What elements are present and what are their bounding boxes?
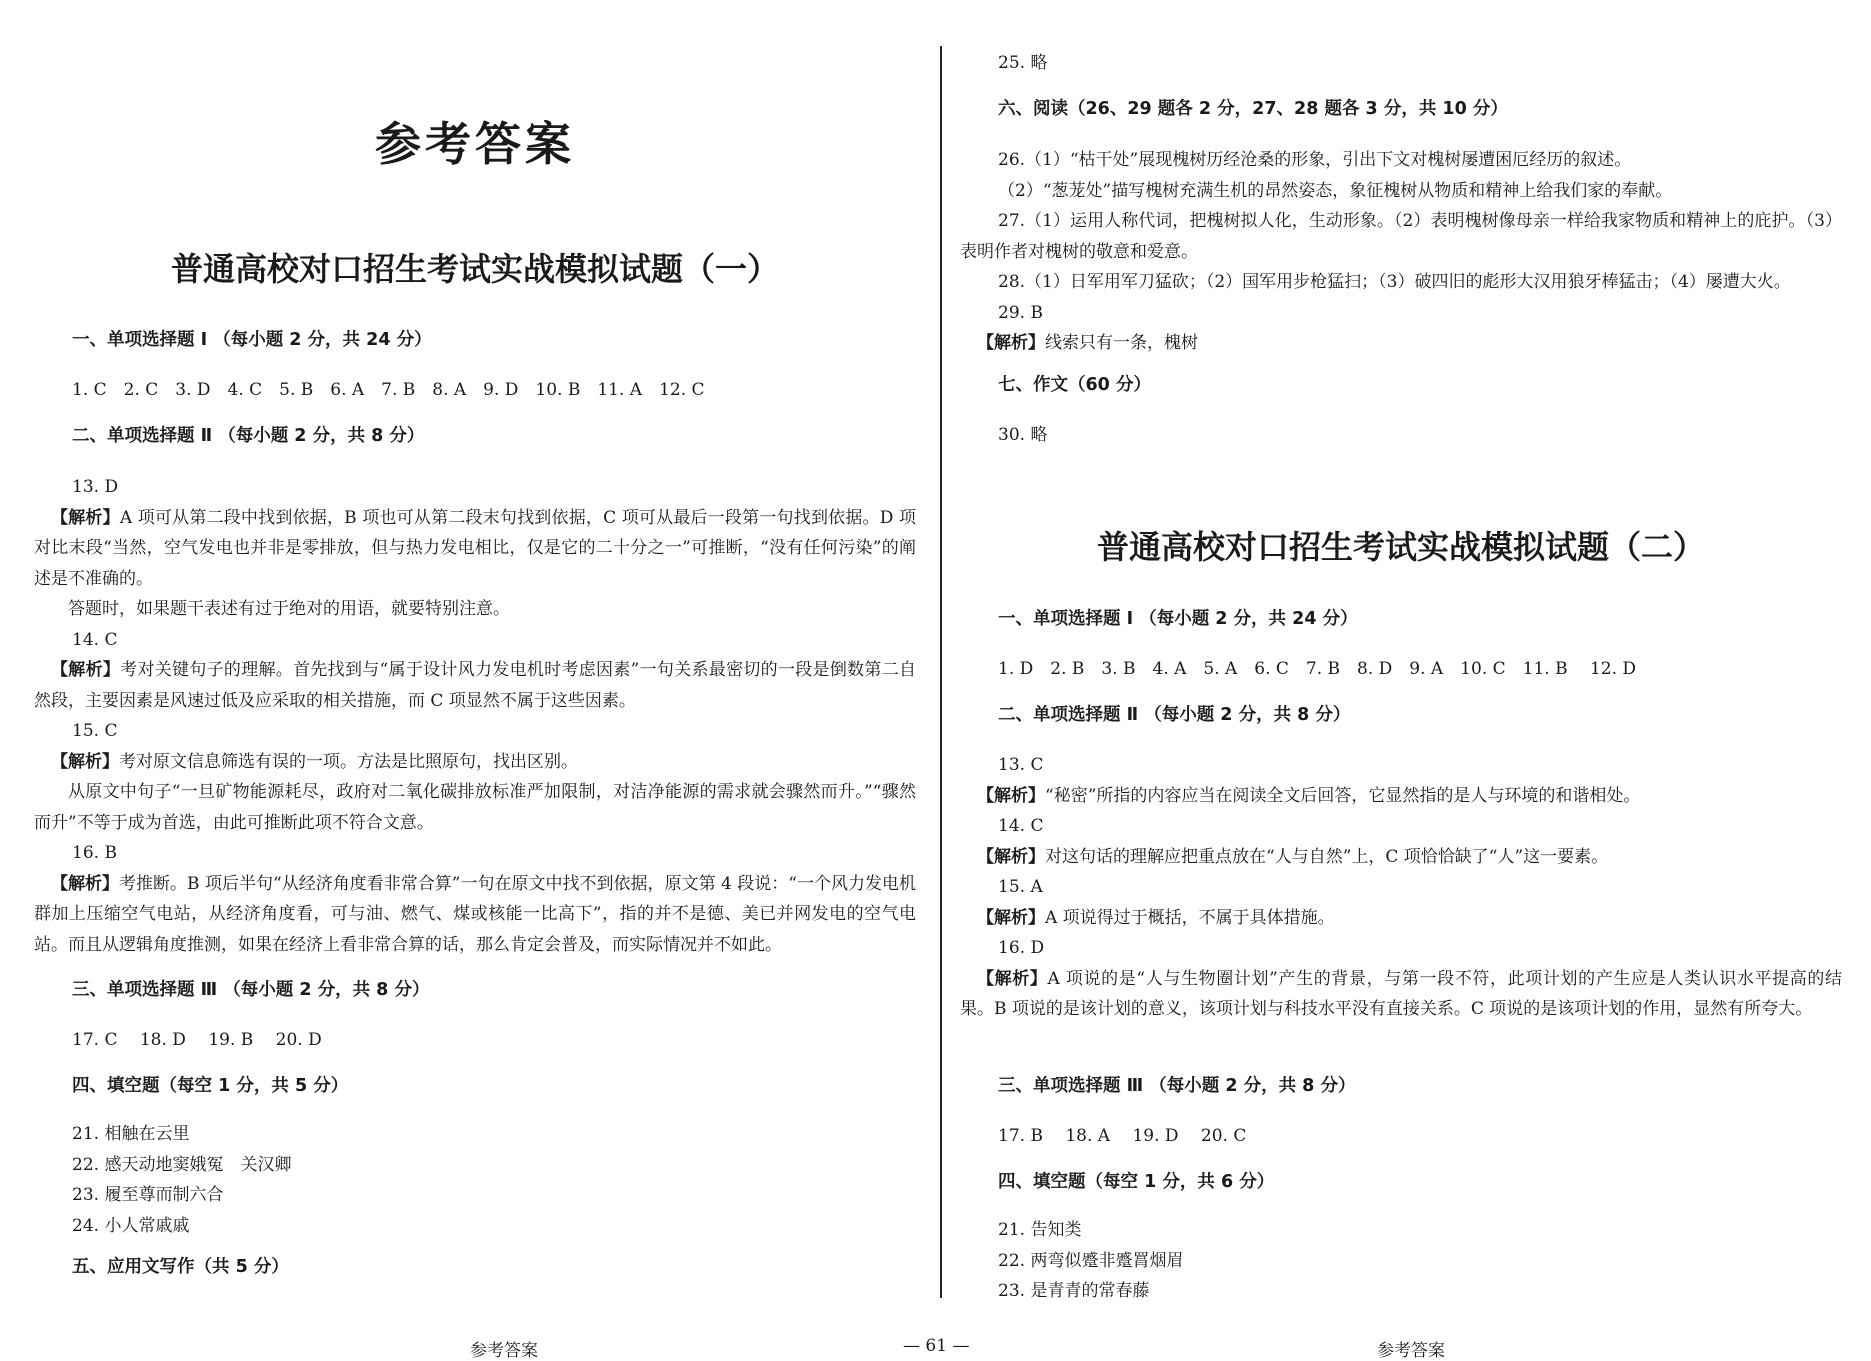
- analysis-text: “秘密”所指的内容应当在阅读全文后回答，它显然指的是人与环境的和谐相处。: [1045, 785, 1641, 806]
- exam-title-1: 普通高校对口招生考试实战模拟试题（一）: [170, 250, 779, 288]
- answer-list: 17. B 18. A 19. D 20. C: [998, 1126, 1247, 1146]
- answer-item: 14. C: [72, 629, 118, 650]
- analysis-text: A 项说得过于概括，不属于具体措施。: [1045, 907, 1335, 928]
- footer-left-label: 参考答案: [470, 1341, 538, 1361]
- answer-item: 23. 履至尊而制六合: [72, 1185, 224, 1205]
- section-heading: 二、单项选择题 Ⅱ （每小题 2 分，共 8 分）: [72, 426, 425, 446]
- analysis-paragraph: [960, 781, 1842, 812]
- answer-30: [960, 420, 1842, 451]
- analysis-tag: 【解析】: [977, 846, 1045, 867]
- analysis-text: 考对关键句子的理解。首先找到与“属于设计风力发电机时考虑因素”一句关系最密切的一段是倒数第二自然段，主要因素是风速过低及应采取的相关措施，而 C 项显然不属于这些因素。: [34, 660, 916, 711]
- analysis-text: 线索只有一条，槐树: [1045, 333, 1198, 353]
- section-7: [960, 370, 1842, 400]
- exam-title-2: 普通高校对口招生考试实战模拟试题（二）: [1096, 528, 1705, 566]
- page-title: 参考答案: [375, 117, 575, 171]
- tip-paragraph: 答题时，如果题干表述有过于绝对的用语，就要特别注意。: [68, 599, 510, 619]
- section-6: [960, 94, 1842, 124]
- analysis-paragraph: [34, 747, 916, 778]
- answer-item: 22. 感天动地窦娥冤 关汉卿: [72, 1154, 292, 1175]
- section-3: [34, 975, 916, 1005]
- answer-list: 1. C 2. C 3. D 4. C 5. B 6. A 7. B 8. A 9. D 10. B 11. A 12. C: [72, 380, 705, 400]
- section-2: [960, 700, 1842, 730]
- section-heading: 三、单项选择题 Ⅲ （每小题 2 分，共 8 分）: [998, 1076, 1356, 1096]
- section-heading: 一、单项选择题 Ⅰ （每小题 2 分，共 24 分）: [998, 609, 1358, 629]
- section-1: [34, 325, 916, 355]
- answer-item: 21. 告知类: [998, 1220, 1082, 1240]
- answer-item: 23. 是青青的常春藤: [998, 1281, 1150, 1301]
- section-1: [960, 604, 1842, 634]
- analysis-paragraph: [960, 842, 1842, 873]
- analysis-tag: 【解析】: [51, 660, 121, 680]
- section-heading: 四、填空题（每空 1 分，共 6 分）: [998, 1172, 1275, 1192]
- answers-row: [34, 375, 916, 405]
- answer-item: 15. A: [998, 877, 1043, 897]
- answers-row: [34, 1025, 916, 1055]
- section-heading: 四、填空题（每空 1 分，共 5 分）: [72, 1076, 349, 1096]
- answer-list: 17. C 18. D 19. B 20. D: [72, 1030, 322, 1050]
- answer-item: 16. D: [998, 938, 1045, 958]
- analysis-paragraph: [34, 503, 916, 595]
- section-3: [960, 1071, 1842, 1101]
- section-heading: 三、单项选择题 Ⅲ （每小题 2 分，共 8 分）: [72, 980, 430, 1000]
- section-heading: 五、应用文写作（共 5 分）: [72, 1257, 289, 1277]
- answer-item: 30. 略: [998, 425, 1048, 445]
- analysis-tag: 【解析】: [977, 333, 1045, 353]
- answer-item: 22. 两弯似蹙非蹙罥烟眉: [998, 1250, 1184, 1271]
- answer-item: 16. B: [72, 843, 117, 863]
- analysis-text: 考推断。B 项后半句“从经济角度看非常合算”一句在原文中找不到依据，原文第 4 段说：“一个风力发电机群加上压缩空气电站，从经济角度看，可与油、燃气、煤或核能一比高下”，指的并不是德、美已并网发电的空气电站。而且从逻辑角度推测，如果在经济上看非常合算的话，那么肯定会普及，而实际情况并不如此。: [34, 873, 916, 955]
- analysis-paragraph: [34, 655, 916, 716]
- column-divider: [940, 46, 942, 1298]
- answer-item: 13. D: [72, 477, 119, 497]
- answer-item: （2）“葱茏处”描写槐树充满生机的昂然姿态，象征槐树从物质和精神上给我们家的奉献。: [998, 180, 1673, 201]
- analysis-text: A 项可从第二段中找到依据，B 项也可从第二段末句找到依据，C 项可从最后一段第一句找到依据。D 项对比末段“当然，空气发电也并非是零排放，但与热力发电相比，仅是它的二十分之一”可推断，“没有任何污染”的阐述是不准确的。: [34, 507, 917, 589]
- answer-paragraph: 27.（1）运用人称代词，把槐树拟人化，生动形象。（2）表明槐树像母亲一样给我家物质和精神上的庇护。（3）表明作者对槐树的敬意和爱意。: [960, 211, 1842, 262]
- answer-item: 28.（1）日军用军刀猛砍；（2）国军用步枪猛扫；（3）破四旧的彪形大汉用狼牙棒猛击；（4）屡遭大火。: [998, 272, 1791, 292]
- section-heading: 六、阅读（26、29 题各 2 分，27、28 题各 3 分，共 10 分）: [998, 99, 1508, 119]
- section-4: [960, 1167, 1842, 1197]
- extra-paragraph: 从原文中句子“一旦矿物能源耗尽，政府对二氧化碳排放标准严加限制，对洁净能源的需求就会骤然而升。”“骤然而升”不等于成为首选，由此可推断此项不符合文意。: [34, 782, 916, 833]
- fill-answers: [34, 1119, 916, 1241]
- answer-item: 14. C: [998, 816, 1044, 836]
- fill-answers: [960, 1215, 1842, 1307]
- answer-list: 1. D 2. B 3. B 4. A 5. A 6. C 7. B 8. D 9. A 10. C 11. B 12. D: [998, 659, 1637, 679]
- analysis-paragraph: [960, 903, 1842, 934]
- answer-item: 21. 相触在云里: [72, 1124, 190, 1144]
- section-5: [34, 1252, 916, 1282]
- analysis-paragraph: [34, 869, 916, 961]
- answers-row: [960, 1121, 1842, 1151]
- section-4: [34, 1071, 916, 1101]
- analysis-paragraph: [960, 328, 1842, 359]
- answer-25: [960, 48, 1842, 79]
- analysis-text: 考对原文信息筛选有误的一项。方法是比照原句，找出区别。: [119, 751, 578, 772]
- footer-right-label: 参考答案: [1377, 1341, 1445, 1361]
- analysis-tag: 【解析】: [51, 751, 119, 772]
- analysis-text: 对这句话的理解应把重点放在“人与自然”上，C 项恰恰缺了“人”这一要素。: [1045, 846, 1609, 867]
- answer-item: 26.（1）“枯干处”展现槐树历经沧桑的形象，引出下文对槐树屡遭困厄经历的叙述。: [998, 150, 1632, 170]
- analysis-text: A 项说的是“人与生物圈计划”产生的背景，与第一段不符，此项计划的产生应是人类认识水平提高的结果。B 项说的是该计划的意义，该项计划与科技水平没有直接关系。C 项说的是该项计划的作用，显然有所夸大。: [960, 968, 1843, 1019]
- analysis-tag: 【解析】: [977, 785, 1045, 806]
- answer-item: 15. C: [72, 721, 118, 741]
- answer-item: 13. C: [998, 755, 1044, 775]
- reading-answers: [960, 145, 1842, 359]
- analysis-tag: 【解析】: [51, 507, 120, 528]
- analysis-paragraph: [960, 964, 1842, 1025]
- analysis-block: [34, 472, 916, 960]
- answer-item: 24. 小人常戚戚: [72, 1215, 190, 1236]
- answers-row: [960, 654, 1842, 684]
- section-2: [34, 421, 916, 451]
- analysis-tag: 【解析】: [51, 873, 120, 894]
- analysis-tag: 【解析】: [977, 968, 1048, 989]
- answer-item: 25. 略: [998, 53, 1048, 73]
- page-number: — 61 —: [903, 1336, 970, 1356]
- section-heading: 二、单项选择题 Ⅱ （每小题 2 分，共 8 分）: [998, 705, 1351, 725]
- analysis-block: [960, 750, 1842, 1025]
- answer-item: 29. B: [998, 302, 1043, 323]
- section-heading: 一、单项选择题 Ⅰ （每小题 2 分，共 24 分）: [72, 330, 432, 350]
- section-heading: 七、作文（60 分）: [998, 375, 1151, 395]
- analysis-tag: 【解析】: [977, 907, 1045, 928]
